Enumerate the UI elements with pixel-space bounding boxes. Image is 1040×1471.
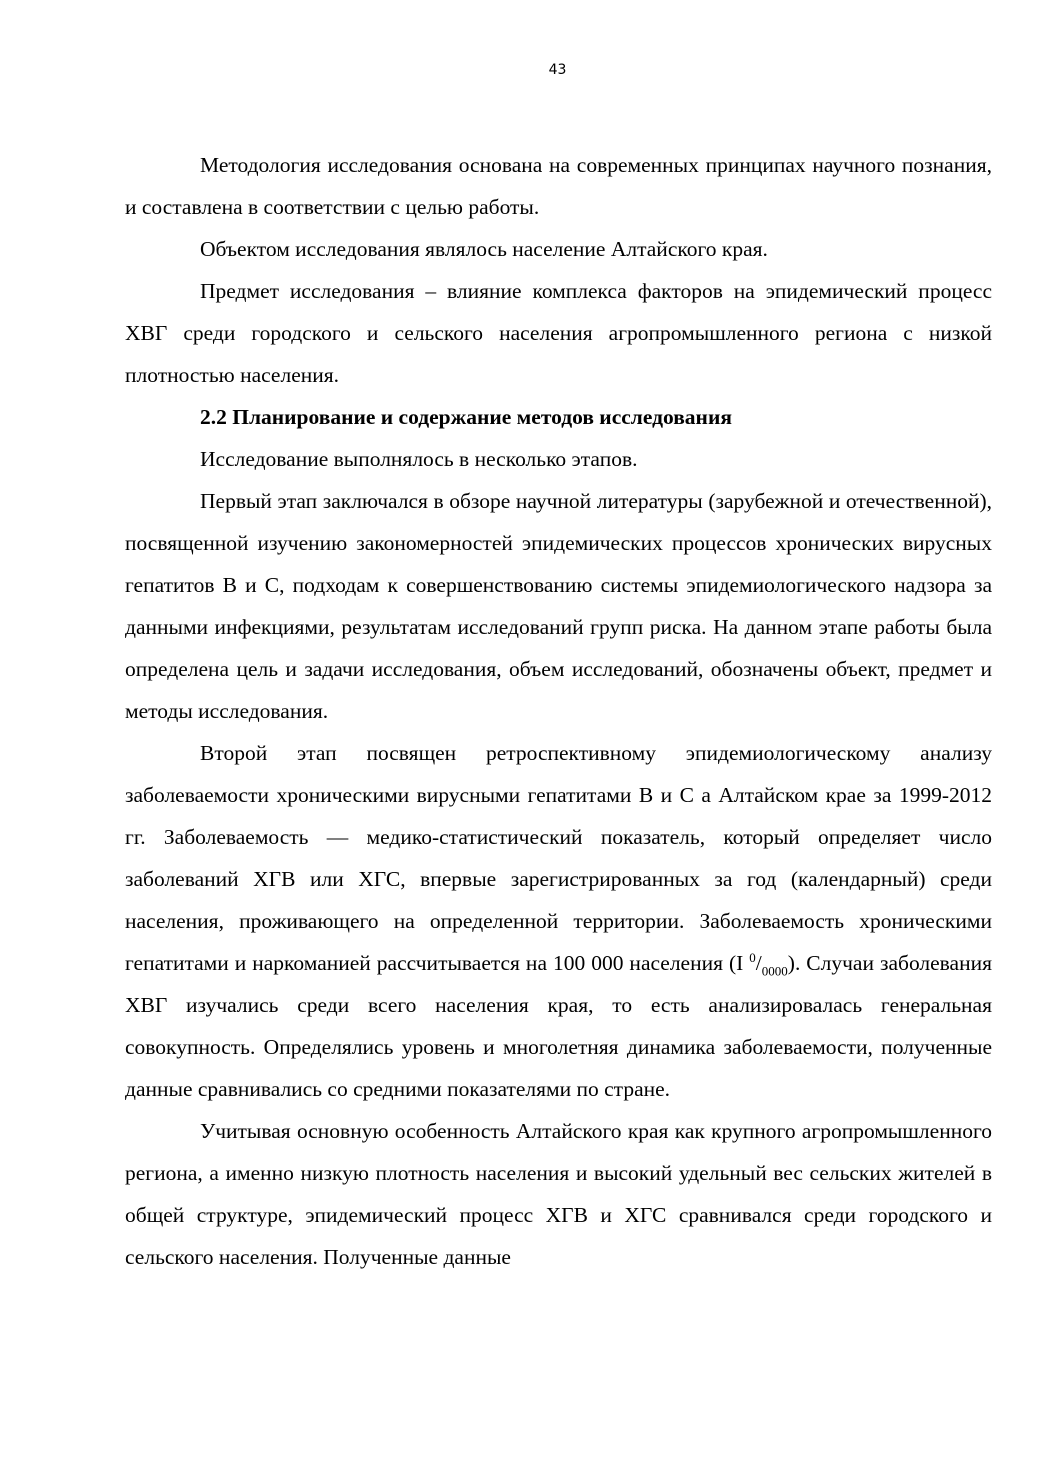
section-heading: 2.2 Планирование и содержание методов исследования	[200, 405, 732, 429]
incidence-subscript: 0000	[761, 963, 788, 979]
paragraph-final: Учитывая основную особенность Алтайского края как крупного агропромышленного региона, а именно низкую плотность населения и высокий удельный вес сельских жителей в общей структуре, эпидемический процесс ХГВ и ХГС сравнивался среди городского и сельского населения. Полученные данные	[125, 1119, 992, 1269]
paragraph-first-stage: Первый этап заключался в обзоре научной литературы (зарубежной и отечественной), посвященной изучению закономерностей эпидемических процессов хронических вирусных гепатитов В и С, подходам к совершенствованию системы эпидемиологического надзора за данными инфекциями, результатам исследований групп риска. На данном этапе работы была определена цель и задачи исследования, объем исследований, обозначены объект, предмет и методы исследования.	[125, 489, 992, 723]
incidence-superscript: 0	[749, 949, 756, 965]
page-number: 43	[548, 62, 567, 78]
incidence-slash: /	[755, 951, 762, 975]
paragraph-second-stage	[125, 732, 992, 1110]
paragraph-methodology: Методология исследования основана на современных принципах научного познания, и составлена в соответствии с целью работы.	[125, 153, 992, 219]
document-body	[125, 144, 992, 1278]
incidence-text-before: Второй этап посвящен ретроспективному эпидемиологическому анализу заболеваемости хроническими вирусными гепатитами В и С а Алтайском крае за 1999-2012 гг. Заболеваемость — медико-статистический показатель, который определяет число заболеваний ХГВ или ХГС, впервые зарегистрированных за год (календарный) среди населения, проживающего на определенной территории. Заболеваемость хроническими гепатитами и наркоманией рассчитывается на 100 000 населения (I	[125, 741, 992, 975]
paragraph-subject: Предмет исследования – влияние комплекса факторов на эпидемический процесс ХВГ среди городского и сельского населения агропромышленного региона с низкой плотностью населения.	[125, 279, 992, 387]
paragraph-stages: Исследование выполнялось в несколько этапов.	[200, 447, 638, 471]
incidence-text-after: ). Случаи заболевания ХВГ изучались среди всего населения края, то есть анализировалась генеральная совокупность. Определялись уровень и многолетняя динамика заболеваемости, полученные данные сравнивались со средними показателями по стране.	[125, 951, 992, 1101]
paragraph-object: Объектом исследования являлось население Алтайского края.	[200, 237, 768, 261]
